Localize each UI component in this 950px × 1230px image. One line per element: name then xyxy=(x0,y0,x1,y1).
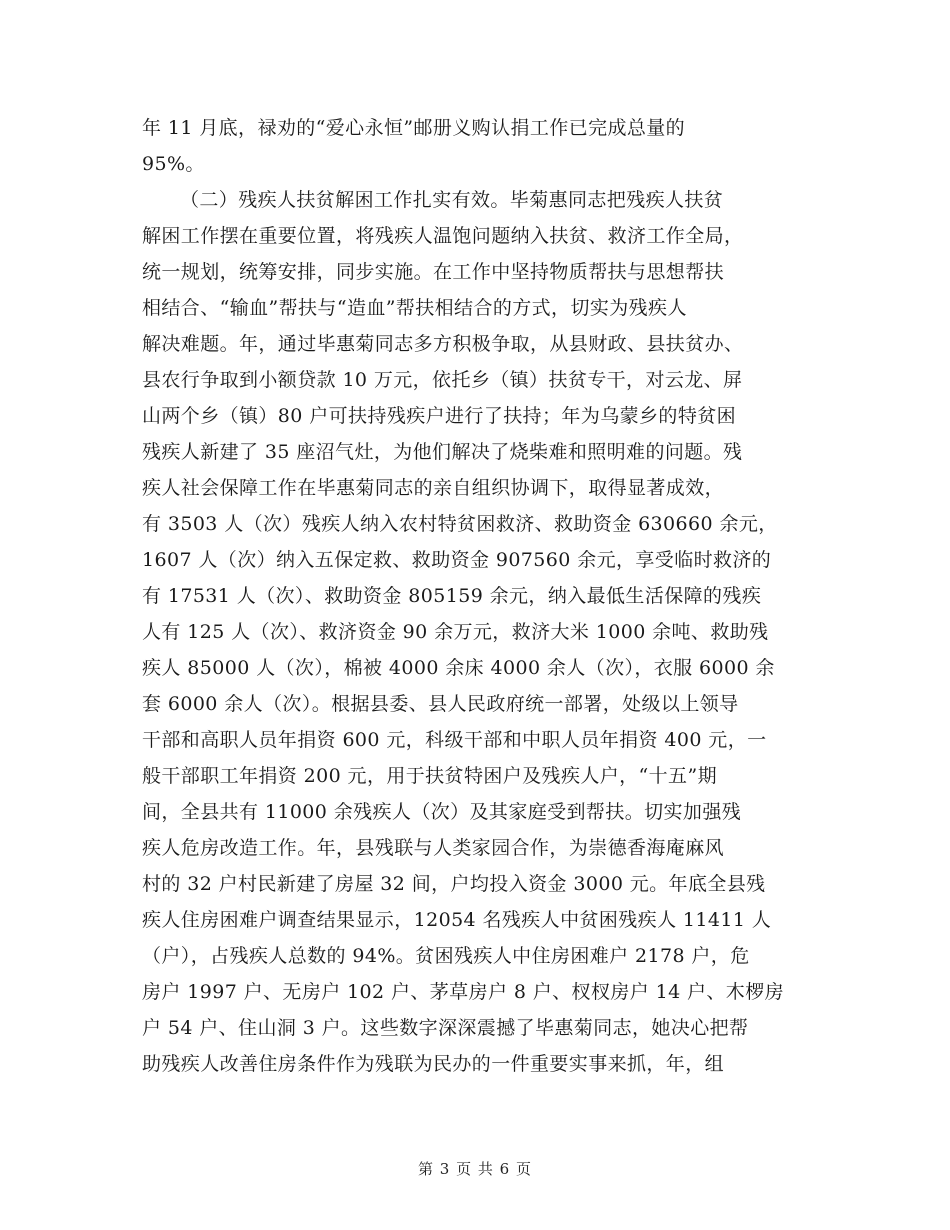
body-text-line: 95%。 xyxy=(142,153,205,175)
body-text-line: 助残疾人改善住房条件作为残联为民办的一件重要实事来抓，年，组 xyxy=(142,1053,725,1075)
body-text-line: 年 11 月底，禄劝的“爱心永恒”邮册义购认捐工作已完成总量的 xyxy=(142,117,686,139)
body-text-line: 统一规划，统筹安排，同步实施。在工作中坚持物质帮扶与思想帮扶 xyxy=(142,261,725,283)
body-text-line: 解决难题。年，通过毕惠菊同志多方积极争取，从县财政、县扶贫办、 xyxy=(142,333,744,355)
body-text-line: 人有 125 人（次）、救济资金 90 余万元，救济大米 1000 余吨、救助残 xyxy=(142,621,769,643)
body-text-line: 疾人社会保障工作在毕惠菊同志的亲自组织协调下，取得显著成效， xyxy=(142,477,725,499)
body-text-line: 房户 1997 户、无房户 102 户、茅草房户 8 户、杈杈房户 14 户、木椤房 xyxy=(142,981,785,1003)
section-heading-line: （二）残疾人扶贫解困工作扎实有效。毕菊惠同志把残疾人扶贫 xyxy=(180,189,724,211)
body-text-line: 户 54 户、住山洞 3 户。这些数字深深震撼了毕惠菊同志，她决心把帮 xyxy=(142,1017,749,1039)
body-text-line: 干部和高职人员年捐资 600 元，科级干部和中职人员年捐资 400 元，一 xyxy=(142,729,767,751)
body-text-line: 套 6000 余人（次）。根据县委、县人民政府统一部署，处级以上领导 xyxy=(142,693,739,715)
body-text-line: （户），占残疾人总数的 94%。贫困残疾人中住房困难户 2178 户，危 xyxy=(142,945,750,967)
body-text-line: 相结合、“输血”帮扶与“造血”帮扶相结合的方式，切实为残疾人 xyxy=(142,297,687,319)
body-text-line: 解困工作摆在重要位置，将残疾人温饱问题纳入扶贫、救济工作全局， xyxy=(142,225,744,247)
body-text-line: 山两个乡（镇）80 户可扶持残疾户进行了扶持；年为乌蒙乡的特贫困 xyxy=(142,405,737,427)
body-text-line: 疾人危房改造工作。年，县残联与人类家园合作，为崇德香海庵麻风 xyxy=(142,837,725,859)
body-text-line: 1607 人（次）纳入五保定救、救助资金 907560 余元，享受临时救济的 xyxy=(142,549,772,571)
page-number-footer: 第 3 页 共 6 页 xyxy=(418,1160,532,1178)
body-text-line: 村的 32 户村民新建了房屋 32 间，户均投入资金 3000 元。年底全县残 xyxy=(142,873,766,895)
body-text-line: 疾人 85000 人（次），棉被 4000 余床 4000 余人（次），衣服 6000 余 xyxy=(142,657,775,679)
body-text-line: 疾人住房困难户调查结果显示，12054 名残疾人中贫困残疾人 11411 人 xyxy=(142,909,772,931)
body-text-line: 残疾人新建了 35 座沼气灶，为他们解决了烧柴难和照明难的问题。残 xyxy=(142,441,743,463)
body-text-line: 县农行争取到小额贷款 10 万元，依托乡（镇）扶贫专干，对云龙、屏 xyxy=(142,369,743,391)
body-text-line: 般干部职工年捐资 200 元，用于扶贫特困户及残疾人户，“十五”期 xyxy=(142,765,717,787)
body-text-line: 间，全县共有 11000 余残疾人（次）及其家庭受到帮扶。切实加强残 xyxy=(142,801,742,823)
body-text-line: 有 17531 人（次）、救助资金 805159 余元，纳入最低生活保障的残疾 xyxy=(142,585,762,607)
body-text-line: 有 3503 人（次）残疾人纳入农村特贫困救济、救助资金 630660 余元， xyxy=(142,513,778,535)
